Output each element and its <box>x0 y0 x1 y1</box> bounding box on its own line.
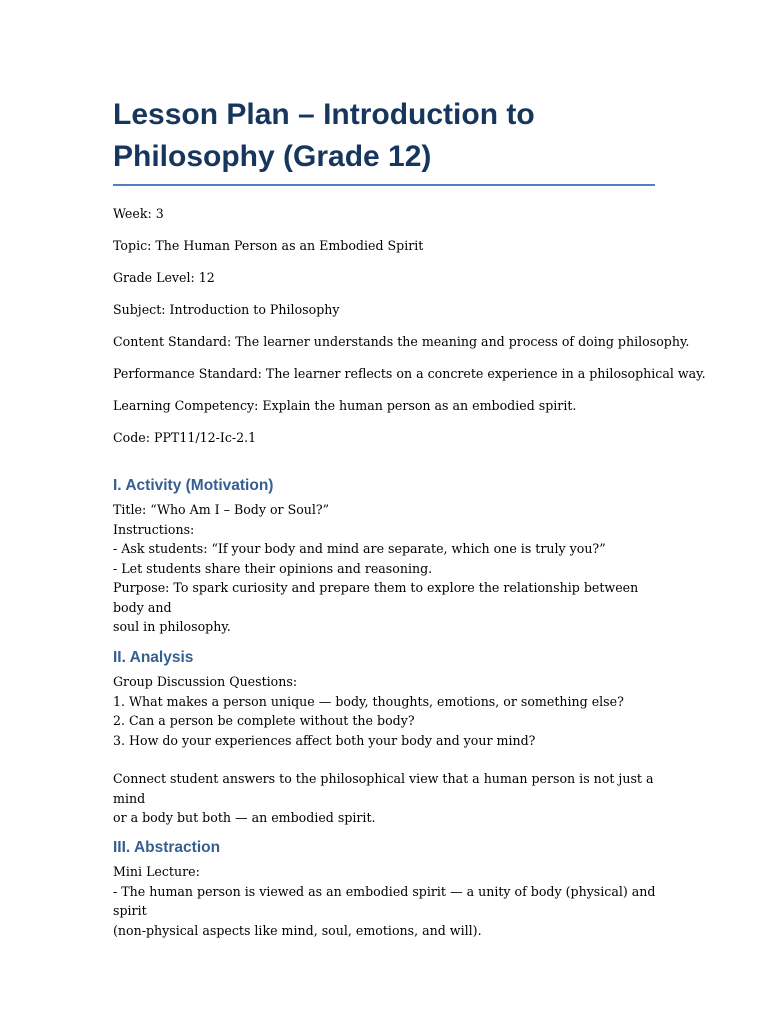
meta-topic: Topic: The Human Person as an Embodied Spirit <box>113 238 424 253</box>
section-abstraction <box>113 838 658 940</box>
activity-line: soul in philosophy. <box>113 619 231 634</box>
abstraction-line: - The human person is viewed as an embodied spirit — a unity of body (physical) and spirit <box>113 883 656 918</box>
meta-learning-competency: Learning Competency: Explain the human person as an embodied spirit. <box>113 398 577 413</box>
meta-subject: Subject: Introduction to Philosophy <box>113 302 340 317</box>
section-analysis <box>113 648 658 828</box>
lesson-metadata <box>113 206 706 446</box>
section-heading-activity: I. Activity (Motivation) <box>113 477 274 494</box>
activity-line: Purpose: To spark curiosity and prepare them to explore the relationship between body and <box>113 580 639 615</box>
analysis-line: 1. What makes a person unique — body, thoughts, emotions, or something else? <box>113 693 624 709</box>
analysis-line: or a body but both — an embodied spirit. <box>113 810 376 825</box>
meta-performance-standard: Performance Standard: The learner reflects on a concrete experience in a philosophical way. <box>113 366 706 381</box>
abstraction-line: (non-physical aspects like mind, soul, emotions, and will). <box>113 922 482 938</box>
section-heading-abstraction: III. Abstraction <box>113 839 221 856</box>
abstraction-line: Mini Lecture: <box>113 864 200 879</box>
meta-week: Week: 3 <box>113 206 164 221</box>
activity-line: Instructions: <box>113 521 195 537</box>
meta-grade-level: Grade Level: 12 <box>113 270 215 285</box>
paragraph-gap <box>113 750 658 769</box>
activity-line: - Ask students: “If your body and mind are separate, which one is truly you?” <box>113 541 606 556</box>
analysis-line: Group Discussion Questions: <box>113 674 298 689</box>
meta-content-standard: Content Standard: The learner understands the meaning and process of doing philosophy. <box>113 334 690 349</box>
analysis-line: Connect student answers to the philosophical view that a human person is not just a mind <box>113 771 654 806</box>
section-activity <box>113 476 658 637</box>
activity-line: - Let students share their opinions and reasoning. <box>113 560 433 576</box>
document-page <box>113 94 706 938</box>
section-heading-analysis: II. Analysis <box>113 649 194 666</box>
meta-code: Code: PPT11/12-Ic-2.1 <box>113 430 257 445</box>
analysis-line: 3. How do your experiences affect both your body and your mind? <box>113 732 536 748</box>
document-title: Lesson Plan – Introduction to Philosophy (Grade 12) <box>113 94 655 186</box>
activity-line: Title: “Who Am I – Body or Soul?” <box>113 502 330 517</box>
analysis-line: 2. Can a person be complete without the body? <box>113 713 415 728</box>
